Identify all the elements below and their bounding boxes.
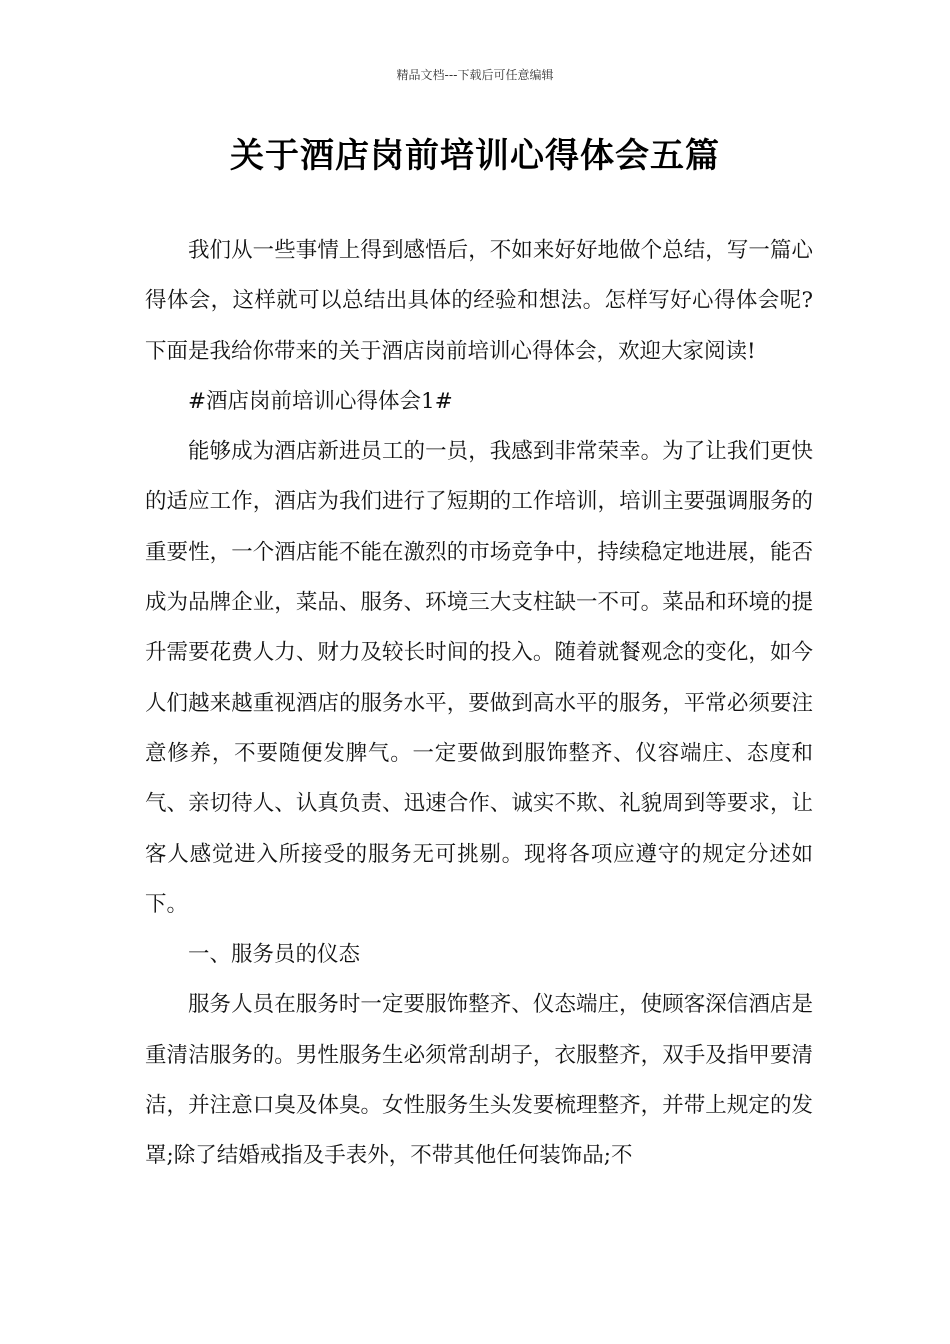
subsection-heading: 一、服务员的仪态 xyxy=(188,942,361,968)
document-title: 关于酒店岗前培训心得体会五篇 xyxy=(230,136,720,176)
intro-paragraph: 我们从一些事情上得到感悟后，不如来好好地做个总结，写一篇心得体会，这样就可以总结出具体的经验和想法。怎样写好心得体会呢?下面是我给你带来的关于酒店岗前培训心得体会，欢迎大家阅读! xyxy=(145,238,813,364)
header-note: 精品文档---下载后可任意编辑 xyxy=(396,68,554,82)
document-body xyxy=(145,226,813,1182)
body-paragraph: 能够成为酒店新进员工的一员，我感到非常荣幸。为了让我们更快的适应工作，酒店为我们进行了短期的工作培训，培训主要强调服务的重要性，一个酒店能不能在激烈的市场竞争中，持续稳定地进展，能否成为品牌企业，菜品、服务、环境三大支柱缺一不可。菜品和环境的提升需要花费人力、财力及较长时间的投入。随着就餐观念的变化，如今人们越来越重视酒店的服务水平，要做到高水平的服务，平常必须要注意修养，不要随便发脾气。一定要做到服饰整齐、仪容端庄、态度和气、亲切待人、认真负责、迅速合作、诚实不欺、礼貌周到等要求，让客人感觉进入所接受的服务无可挑剔。现将各项应遵守的规定分述如下。 xyxy=(145,439,813,917)
section-heading-1: #酒店岗前培训心得体会1# xyxy=(188,388,453,414)
body-paragraph: 服务人员在服务时一定要服饰整齐、仪态端庄，使顾客深信酒店是重清洁服务的。男性服务生必须常刮胡子，衣服整齐，双手及指甲要清洁，并注意口臭及体臭。女性服务生头发要梳理整齐，并带上规定的发罩;除了结婚戒指及手表外，不带其他任何装饰品;不 xyxy=(145,992,813,1169)
